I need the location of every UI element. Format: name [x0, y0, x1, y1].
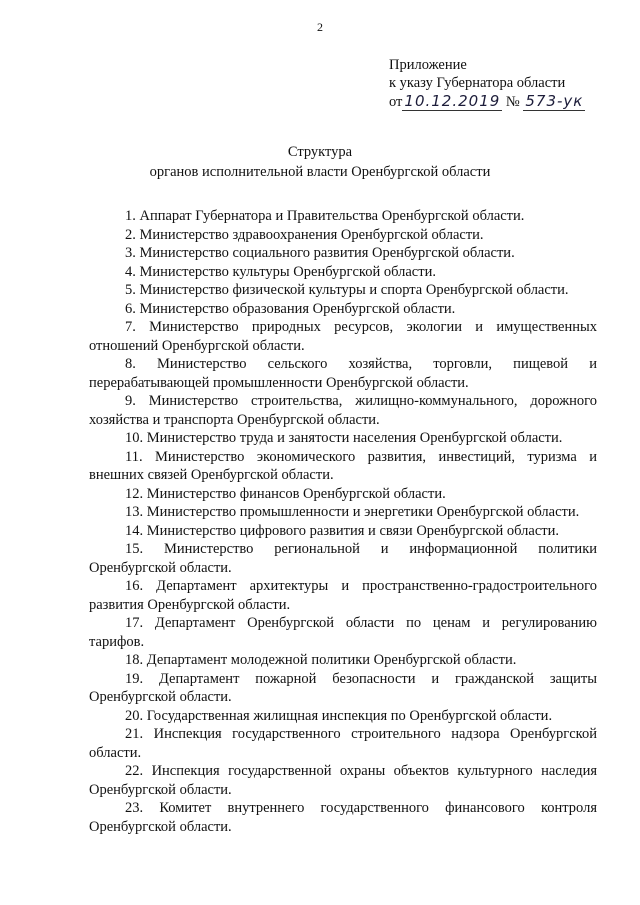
list-item: 20. Государственная жилищная инспекция по Оренбургской области.: [125, 707, 553, 724]
list-item: 3. Министерство социального развития Оренбургской области.: [125, 245, 515, 261]
list-item: 1. Аппарат Губернатора и Правительства Оренбургской области.: [125, 208, 525, 224]
handwritten-date: 10.12.2019: [404, 92, 501, 110]
title-line-1: Структура: [287, 144, 353, 160]
list-item: 17. Департамент Оренбургской области по ценам и регулированию тарифов.: [89, 615, 597, 650]
list-item: 7. Министерство природных ресурсов, экологии и имущественных отношений Оренбургской области.: [89, 319, 597, 354]
list-item: 5. Министерство физической культуры и спорта Оренбургской области.: [125, 282, 569, 298]
appendix-header: [389, 56, 585, 111]
document-title: [0, 142, 640, 182]
list-item: 11. Министерство экономического развития, инвестиций, туризма и внешних связей Оренбургской области.: [89, 448, 597, 483]
list-item: 8. Министерство сельского хозяйства, торговли, пищевой и перерабатывающей промышленности Оренбургской области.: [89, 356, 597, 391]
list-item: 22. Инспекция государственной охраны объектов культурного наследия Оренбургской области.: [89, 763, 597, 798]
list-item: 9. Министерство строительства, жилищно-коммунального, дорожного хозяйства и транспорта Оренбургской области.: [89, 393, 597, 428]
list-item: 6. Министерство образования Оренбургской области.: [125, 300, 456, 317]
bodies-list: [89, 207, 597, 836]
list-item: 4. Министерство культуры Оренбургской области.: [125, 263, 436, 280]
page-number: 2: [317, 20, 323, 34]
list-item: 23. Комитет внутреннего государственного финансового контроля Оренбургской области.: [89, 800, 597, 835]
appendix-label: Приложение: [389, 57, 467, 73]
title-line-2: органов исполнительной власти Оренбургской области: [149, 164, 491, 180]
handwritten-number: 573-ук: [525, 92, 584, 110]
list-item: 21. Инспекция государственного строительного надзора Оренбургской области.: [89, 726, 597, 761]
appendix-reference: к указу Губернатора области: [389, 75, 566, 91]
list-item: 16. Департамент архитектуры и пространственно-градостроительного развития Оренбургской области.: [89, 578, 597, 613]
appendix-date-line: [389, 92, 585, 111]
list-item: 2. Министерство здравоохранения Оренбургской области.: [125, 226, 484, 243]
list-item: 12. Министерство финансов Оренбургской области.: [125, 485, 446, 502]
list-item: 10. Министерство труда и занятости населения Оренбургской области.: [125, 430, 563, 446]
list-item: 14. Министерство цифрового развития и связи Оренбургской области.: [125, 522, 559, 539]
number-prefix: №: [505, 94, 520, 110]
list-item: 15. Министерство региональной и информационной политики Оренбургской области.: [89, 541, 597, 576]
date-prefix: от: [389, 94, 403, 110]
list-item: 13. Министерство промышленности и энергетики Оренбургской области.: [125, 504, 580, 520]
list-item: 19. Департамент пожарной безопасности и гражданской защиты Оренбургской области.: [89, 670, 597, 705]
list-item: 18. Департамент молодежной политики Оренбургской области.: [125, 652, 517, 668]
